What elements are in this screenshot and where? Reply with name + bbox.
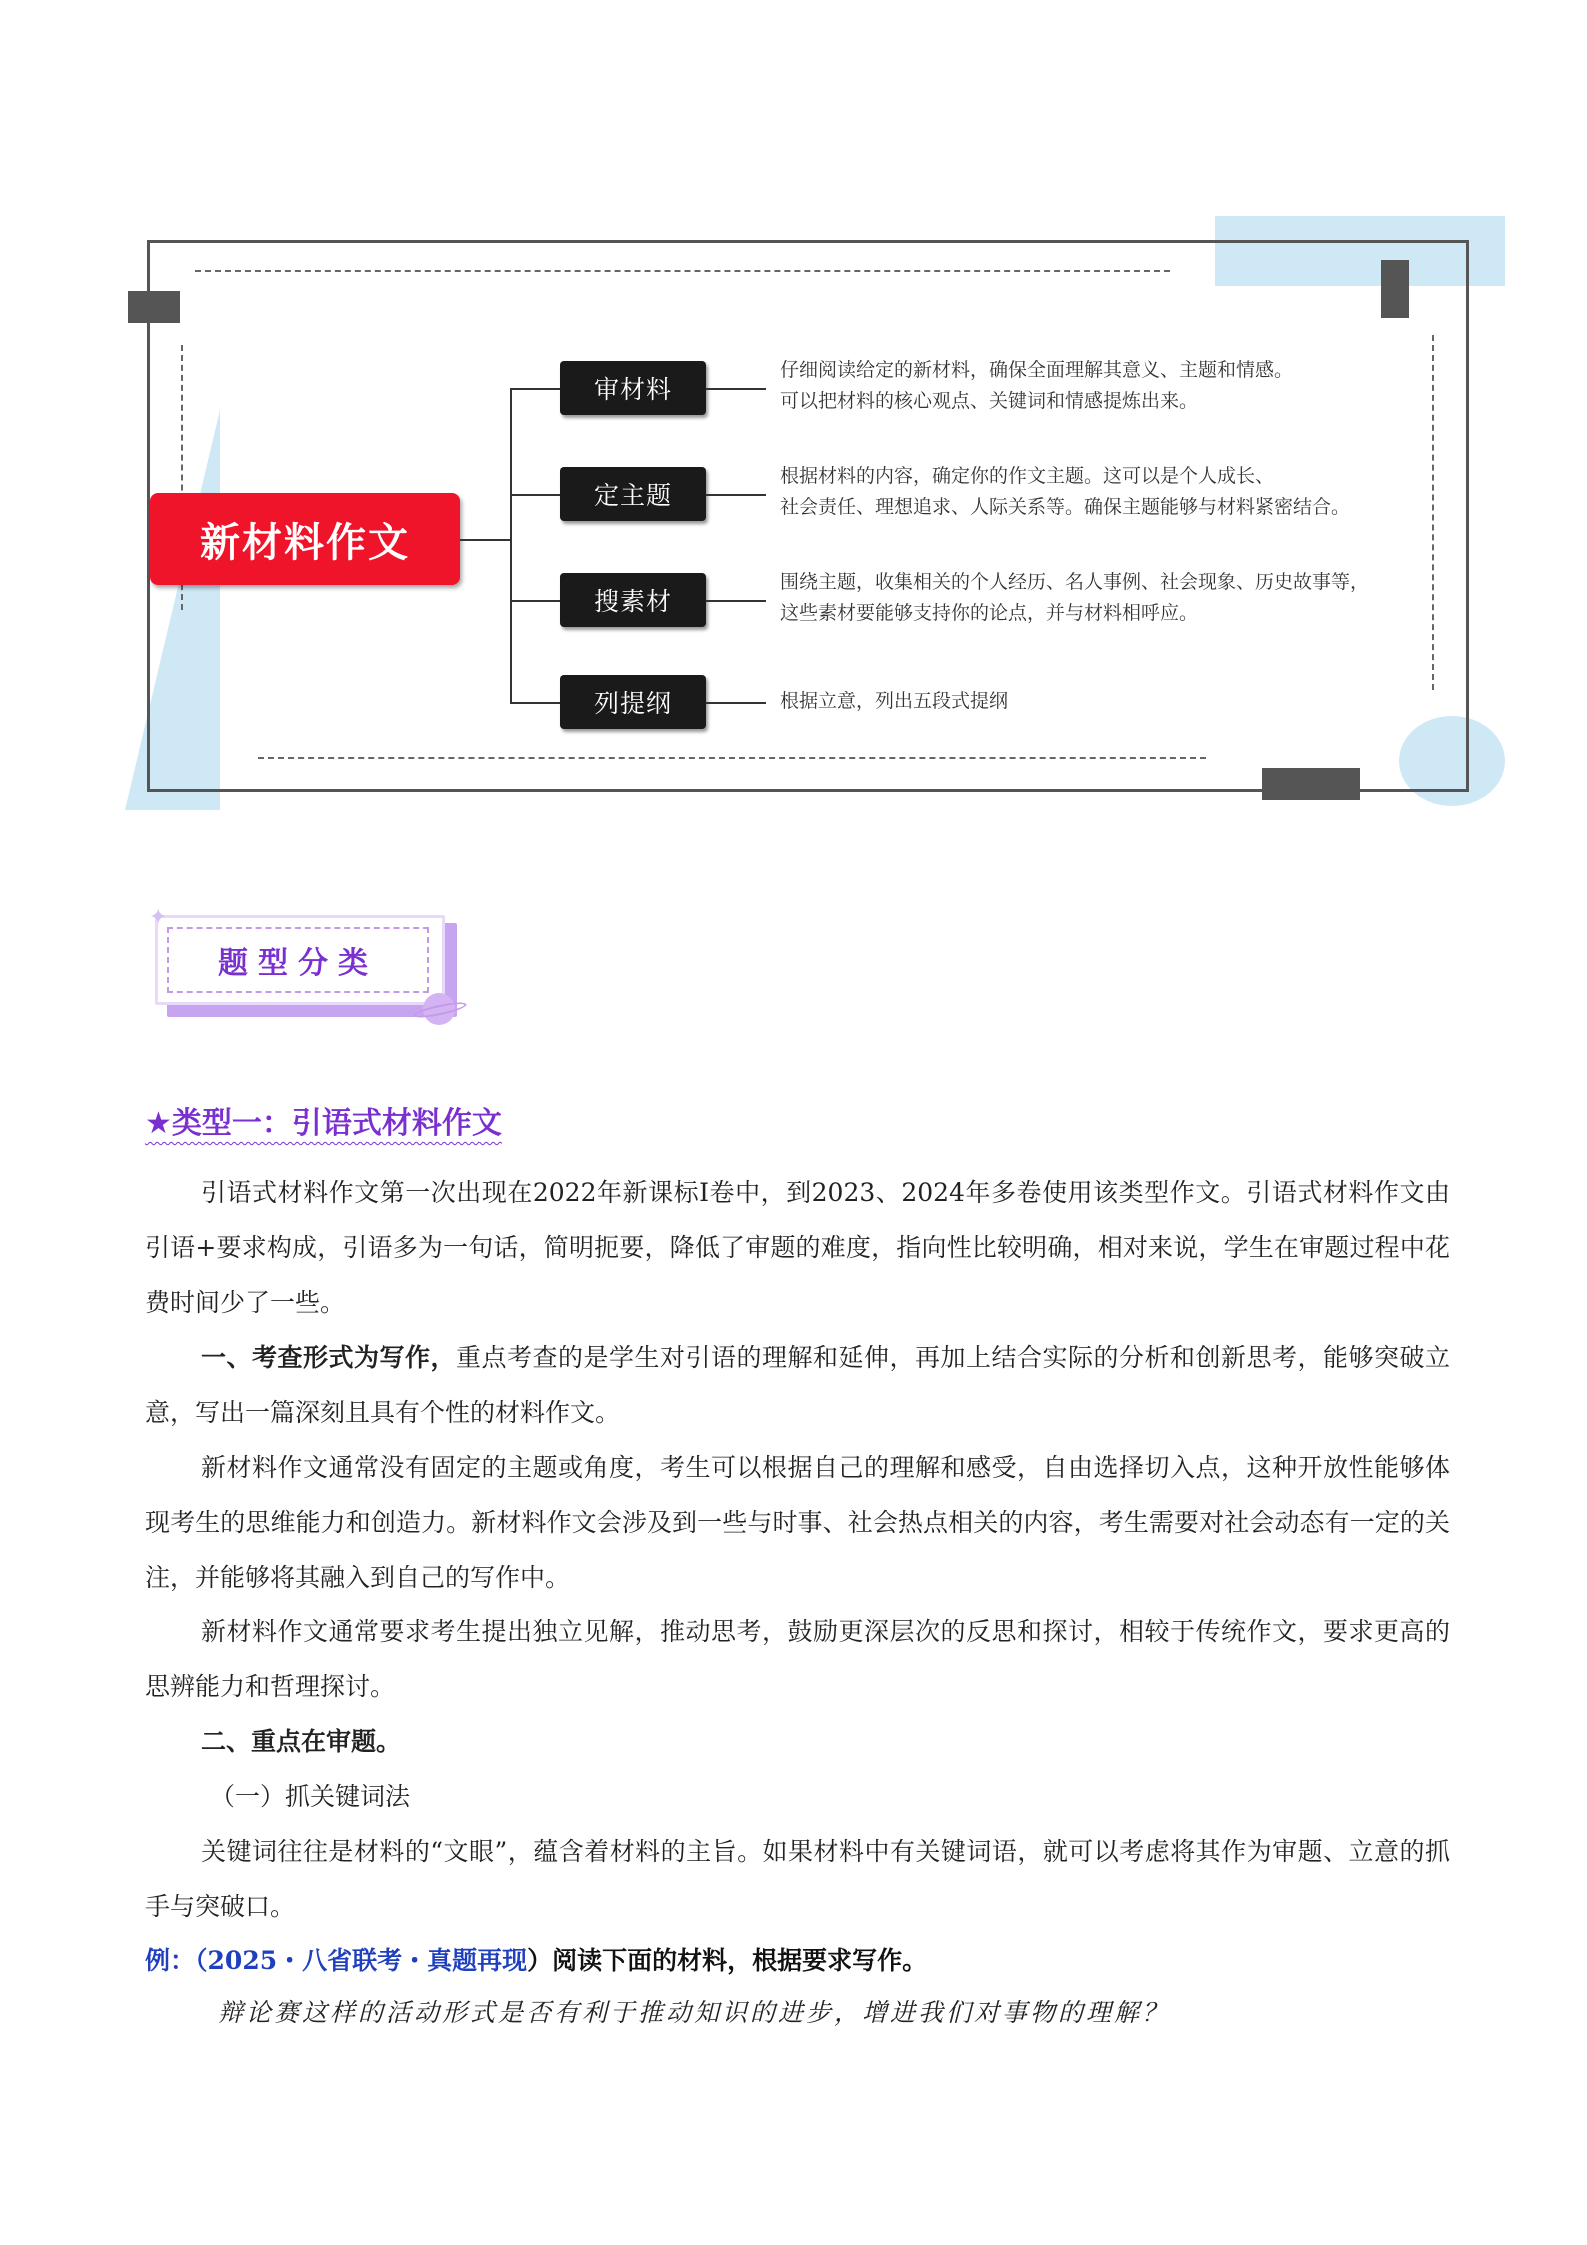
example-source: 2025・八省联考・真题再现 bbox=[207, 1946, 528, 1975]
connector-branch-1 bbox=[510, 388, 560, 390]
branch-node-review-material: 审材料 bbox=[560, 361, 706, 415]
branch-text-line: 可以把材料的核心观点、关键词和情感提炼出来。 bbox=[780, 390, 1199, 412]
connector-text-2 bbox=[706, 494, 766, 496]
branch-text-line: 根据材料的内容，确定你的作文主题。这可以是个人成长、 bbox=[780, 465, 1275, 487]
connector-text-4 bbox=[706, 702, 766, 704]
branch-text-3 bbox=[780, 567, 1369, 629]
paragraph-review-focus: 二、重点在审题。 bbox=[201, 1727, 402, 1756]
branch-text-line: 围绕主题，收集相关的个人经历、名人事例、社会现象、历史故事等， bbox=[780, 571, 1370, 593]
branch-text-1 bbox=[780, 355, 1293, 417]
example-line bbox=[145, 1933, 927, 1988]
paragraph-keyword-explain: 关键词往往是材料的“文眼”，蕴含着材料的主旨。如果材料中有关键词语，就可以考虑将其作为审题、立意的抓手与突破口。 bbox=[145, 1837, 1450, 1921]
paragraph-keyword-method: （一）抓关键词法 bbox=[210, 1782, 411, 1811]
connector-branch-4 bbox=[510, 702, 560, 704]
paragraph-lead: 一、考查形式为写作， bbox=[201, 1343, 456, 1372]
section-heading: ★类型一：引语式材料作文 bbox=[145, 1106, 502, 1141]
badge-label: 题型分类 bbox=[218, 946, 378, 981]
connector-branch-3 bbox=[510, 600, 560, 602]
example-instruction: 阅读下面的材料，根据要求写作。 bbox=[552, 1946, 928, 1975]
section-badge bbox=[145, 905, 475, 1030]
branch-text-2 bbox=[780, 461, 1350, 523]
connector-trunk bbox=[510, 388, 512, 703]
branch-node-define-theme: 定主题 bbox=[560, 467, 706, 521]
connector-main bbox=[460, 539, 510, 541]
connector-text-3 bbox=[706, 600, 766, 602]
paragraph-body: 重点考查的是学生对引语的理解和延伸，再加上结合实际的分析和创新思考，能够突破立意，写出一篇深刻且具有个性的材料作文。 bbox=[145, 1343, 1450, 1427]
branch-text-line: 这些素材要能够支持你的论点，并与材料相呼应。 bbox=[780, 602, 1199, 624]
branch-node-gather-material: 搜素材 bbox=[560, 573, 706, 627]
branch-text-line: 仔细阅读给定的新材料，确保全面理解其意义、主题和情感。 bbox=[780, 359, 1294, 381]
paragraph-open-theme: 新材料作文通常没有固定的主题或角度，考生可以根据自己的理解和感受，自由选择切入点，这种开放性能够体现考生的思维能力和创造力。新材料作文会涉及到一些与时事、社会热点相关的内容，考生需要对社会动态有一定的关注，并能够将其融入到自己的写作中。 bbox=[145, 1453, 1450, 1592]
frame-tab-left bbox=[128, 291, 180, 323]
dashed-line-top bbox=[195, 270, 1170, 272]
frame-tab-right bbox=[1381, 260, 1409, 318]
example-paren-close: ） bbox=[527, 1946, 553, 1975]
branch-text-4 bbox=[780, 686, 1008, 717]
frame-tab-bottom bbox=[1262, 768, 1360, 800]
main-topic-node: 新材料作文 bbox=[150, 493, 460, 585]
sparkle-icon: ✦ bbox=[149, 905, 168, 930]
branch-text-line: 社会责任、理想追求、人际关系等。确保主题能够与材料紧密结合。 bbox=[780, 496, 1351, 518]
branch-node-outline: 列提纲 bbox=[560, 675, 706, 729]
paragraph-independent-view: 新材料作文通常要求考生提出独立见解，推动思考，鼓励更深层次的反思和探讨，相较于传统作文，要求更高的思辨能力和哲理探讨。 bbox=[145, 1617, 1450, 1701]
example-quote: 辩论赛这样的活动形式是否有利于推动知识的进步，增进我们对事物的理解？ bbox=[218, 1998, 1171, 2027]
example-paren-open: （ bbox=[195, 1946, 208, 1975]
dashed-line-right bbox=[1432, 335, 1434, 690]
example-prefix: 例： bbox=[145, 1946, 196, 1975]
connector-text-1 bbox=[706, 388, 766, 390]
mindmap-figure bbox=[125, 210, 1505, 820]
paragraph-exam-form bbox=[145, 1330, 1450, 1440]
connector-branch-2 bbox=[510, 494, 560, 496]
dashed-line-bottom bbox=[258, 757, 1206, 759]
branch-text-line: 根据立意，列出五段式提纲 bbox=[780, 690, 1009, 712]
paragraph-intro: 引语式材料作文第一次出现在2022年新课标I卷中，到2023、2024年多卷使用该类型作文。引语式材料作文由引语+要求构成，引语多为一句话，简明扼要，降低了审题的难度，指向性比较明确，相对来说，学生在审题过程中花费时间少了一些。 bbox=[145, 1178, 1450, 1317]
